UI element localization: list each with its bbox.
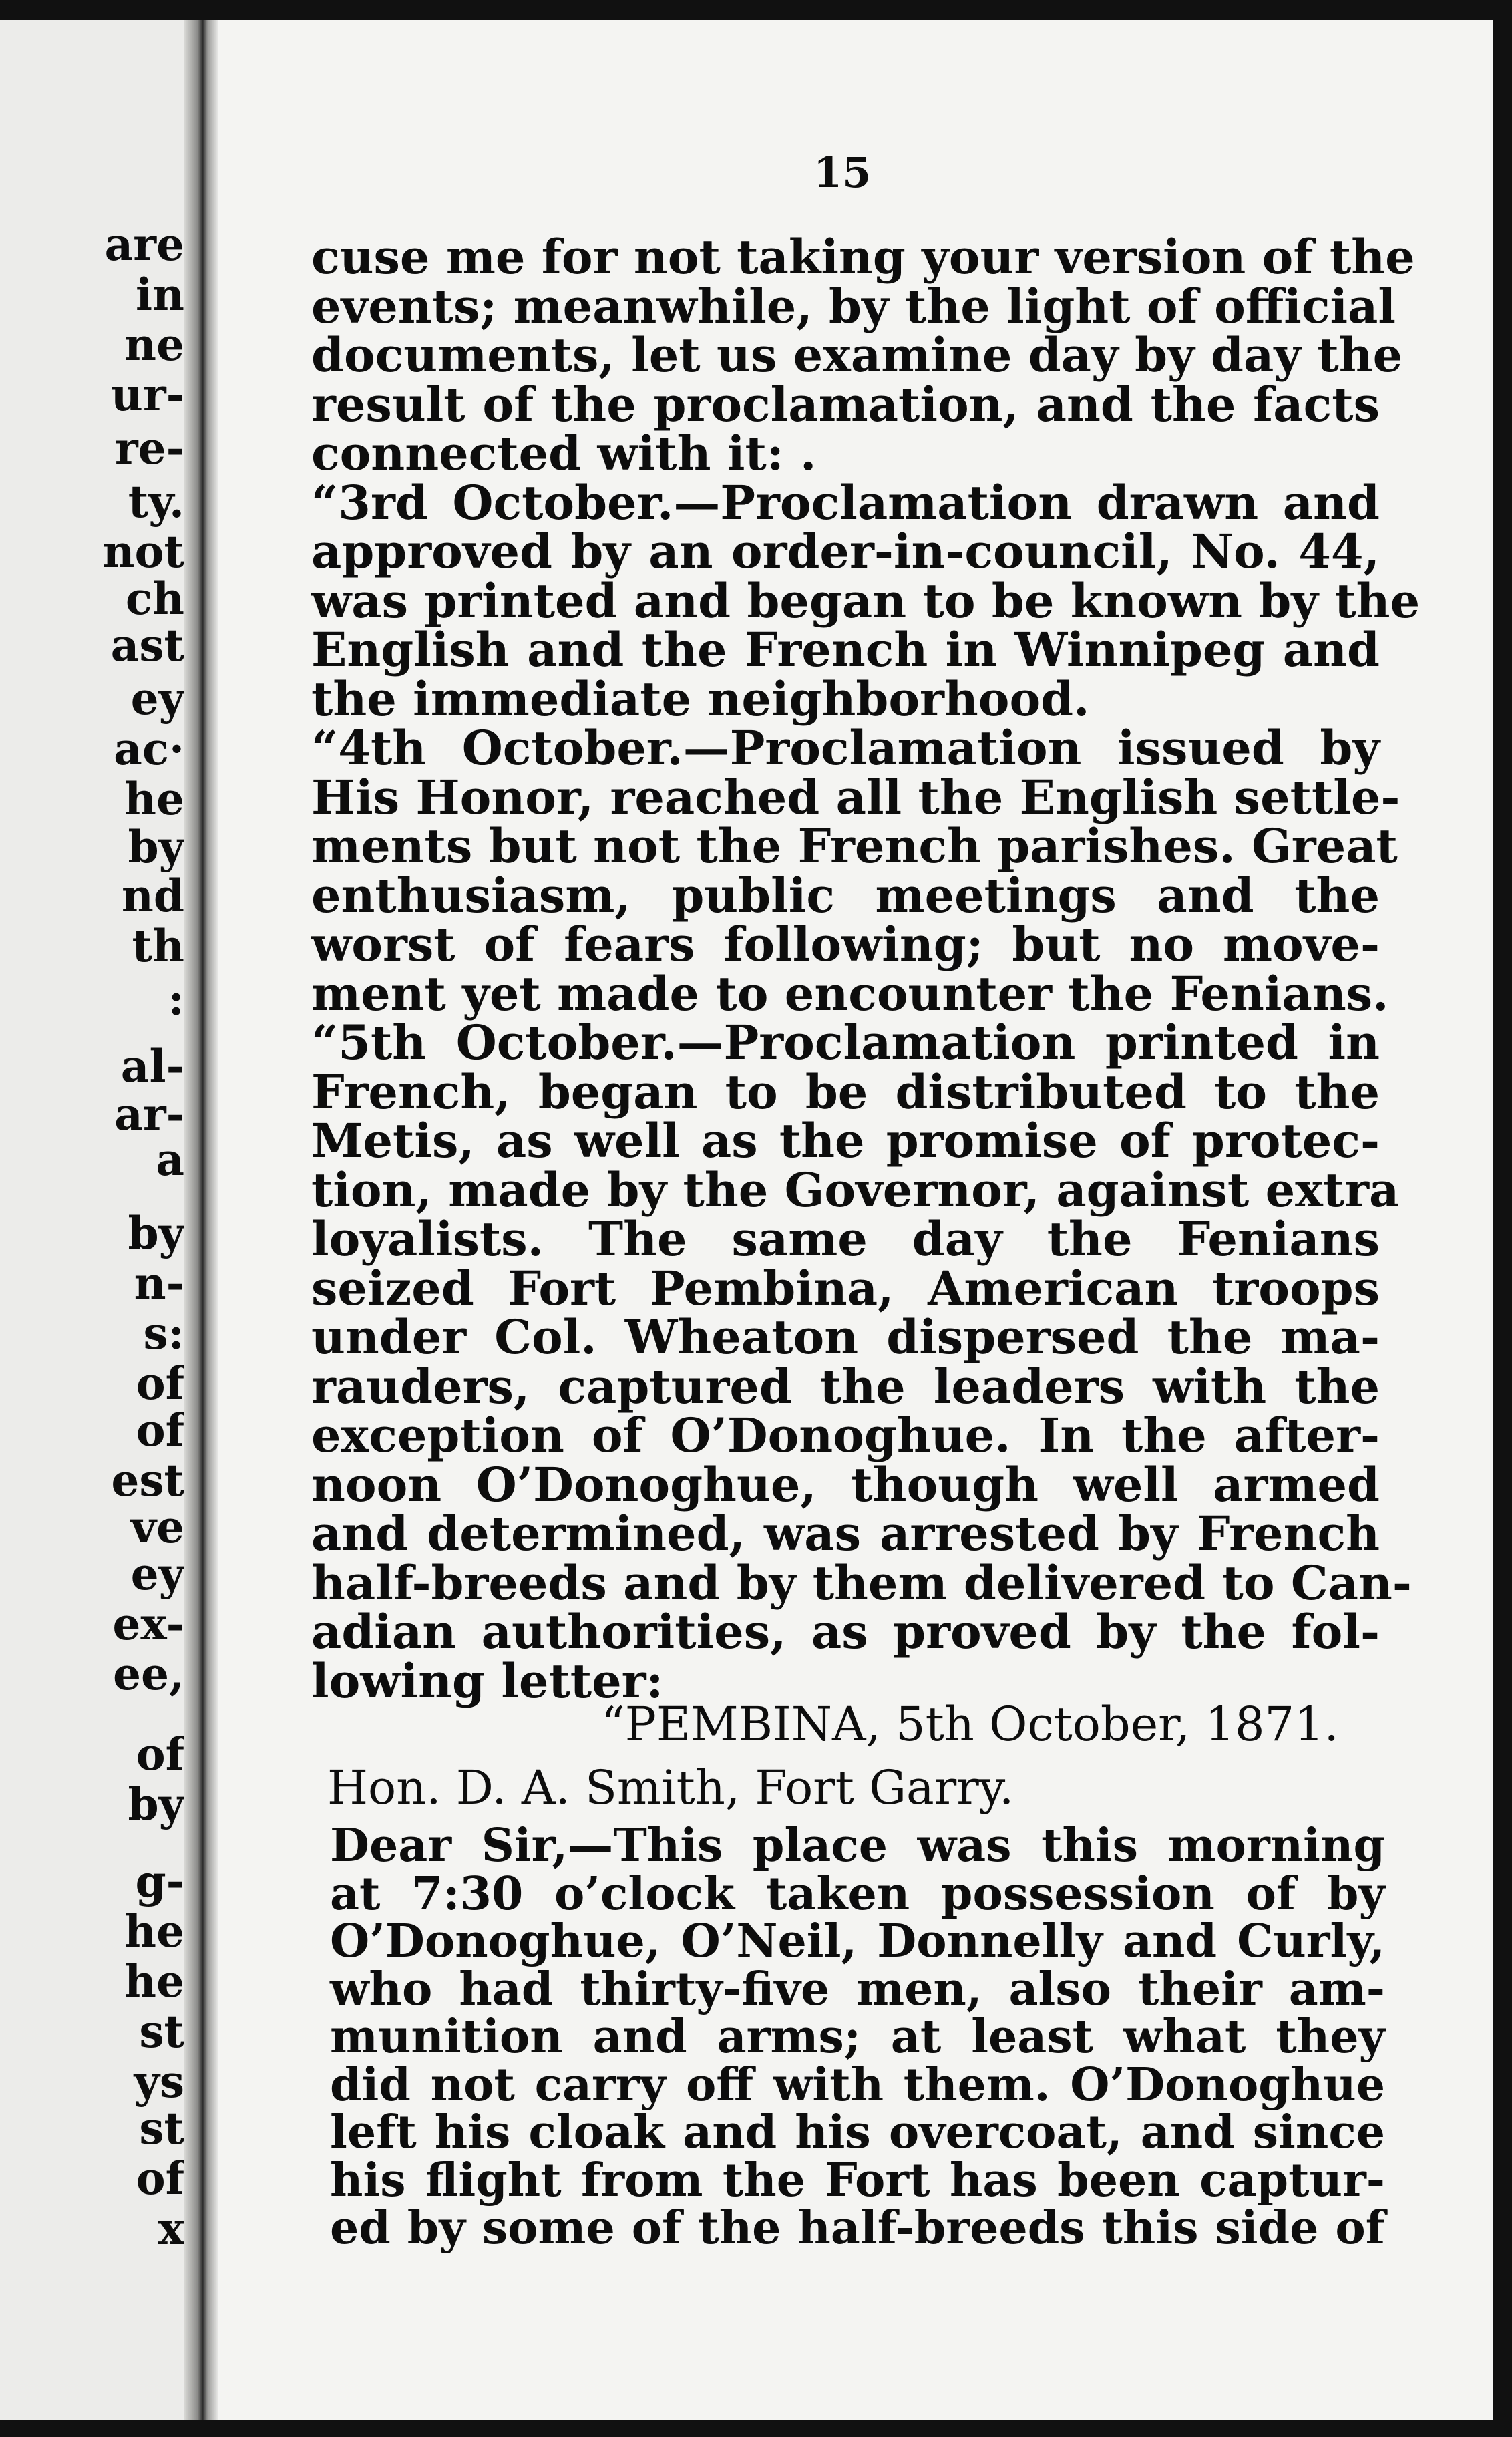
facing-page-text-fragment: ex- <box>112 1598 184 1650</box>
facing-page-text-fragment: ne <box>124 319 184 371</box>
text-line: under Col. Wheaton dispersed the ma- <box>311 1309 1380 1365</box>
facing-page-text-fragment: a <box>156 1134 184 1186</box>
letter-dateline: “PEMBINA, 5th October, 1871. <box>601 1697 1339 1752</box>
text-line: noon O’Donoghue, though well armed <box>311 1456 1380 1512</box>
facing-page-text-fragment: est <box>111 1454 184 1506</box>
facing-page-text-fragment: in <box>135 269 184 321</box>
facing-page-text-fragment: x <box>158 2203 184 2255</box>
text-line: approved by an order-in-council, No. 44, <box>311 524 1380 579</box>
text-line: English and the French in Winnipeg and <box>311 622 1380 677</box>
text-line: result of the proclamation, and the facts <box>311 376 1380 432</box>
text-line: events; meanwhile, by the light of official <box>311 278 1396 334</box>
text-line: at 7:30 o’clock taken possession of by <box>330 1866 1385 1921</box>
letter-body <box>330 1819 1385 2255</box>
text-line: the immediate neighborhood. <box>311 671 1090 727</box>
text-line: “5th October.—Proclamation printed in <box>311 1015 1380 1070</box>
letter-addressee: Hon. D. A. Smith, Fort Garry. <box>327 1760 1014 1815</box>
facing-page-text-fragment: ty. <box>128 476 184 528</box>
text-line: worst of fears following; but no move- <box>311 917 1380 972</box>
text-line: did not carry off with them. O’Donoghue <box>330 2058 1385 2112</box>
facing-page-text-fragment: he <box>124 1905 184 1957</box>
scan-border <box>1493 0 1512 2437</box>
facing-page-text-fragment: of <box>136 1404 184 1456</box>
body-text <box>311 229 1421 1709</box>
facing-page-text-fragment: by <box>128 1778 184 1830</box>
facing-page-text-fragment: he <box>124 773 184 825</box>
text-line: who had thirty-five men, also their am- <box>330 1962 1385 2016</box>
facing-page-text-fragment: re- <box>114 422 184 474</box>
text-line: O’Donoghue, O’Neil, Donnelly and Curly, <box>330 1915 1385 1968</box>
text-line: was printed and began to be known by the <box>311 573 1421 629</box>
text-line: Dear Sir,—This place was this morning <box>330 1819 1385 1873</box>
facing-page-text-fragment: ac· <box>114 723 184 775</box>
facing-page-text-fragment: g- <box>135 1855 184 1907</box>
text-line: connected with it: . <box>311 426 817 481</box>
text-line: “3rd October.—Proclamation drawn and <box>311 474 1380 530</box>
book-gutter <box>184 20 218 2420</box>
facing-page-text-fragment: ey <box>130 1548 184 1600</box>
text-line: exception of O’Donoghue. In the after- <box>311 1408 1380 1463</box>
text-line: ed by some of the half-breeds this side of <box>330 2201 1385 2255</box>
facing-page-text-fragment: not <box>102 526 184 578</box>
text-line: and determined, was arrested by French <box>311 1506 1380 1561</box>
facing-page-text-fragment: st <box>139 2102 184 2154</box>
text-line: lowing letter: <box>311 1653 664 1709</box>
facing-page-text-fragment: al- <box>120 1040 184 1092</box>
text-line: documents, let us examine day by day the <box>311 327 1403 383</box>
text-line: ment yet made to encounter the Fenians. <box>311 965 1389 1021</box>
facing-page-text-fragment: th <box>132 920 184 972</box>
text-line: half-breeds and by them delivered to Can- <box>311 1555 1412 1611</box>
text-line: “4th October.—Proclamation issued by <box>311 720 1380 776</box>
facing-page-text-fragment: by <box>128 821 184 873</box>
facing-page-text-fragment: ur- <box>110 369 184 421</box>
facing-page-text-fragment: s: <box>143 1307 184 1359</box>
facing-page-text-fragment: he <box>124 1955 184 2007</box>
text-line: French, began to be distributed to the <box>311 1064 1380 1120</box>
facing-page-text-fragment: of <box>136 1357 184 1410</box>
facing-page-text-fragment: ast <box>110 619 184 671</box>
text-line: rauders, captured the leaders with the <box>311 1358 1380 1414</box>
facing-page-text-fragment: nd <box>121 870 184 922</box>
facing-page-text-fragment: n- <box>134 1257 184 1309</box>
text-line: cuse me for not taking your version of the <box>311 229 1415 285</box>
text-line: left his cloak and his overcoat, and since <box>330 2106 1385 2159</box>
facing-page-text-fragment: ch <box>125 573 184 625</box>
text-line: his flight from the Fort has been captur- <box>330 2153 1385 2207</box>
text-line: adian authorities, as proved by the fol- <box>311 1604 1380 1659</box>
facing-page-text-fragment: by <box>128 1207 184 1259</box>
text-line: munition and arms; at least what they <box>330 2010 1385 2064</box>
facing-page-text-fragment: ve <box>130 1501 184 1553</box>
facing-page-text-fragment: ys <box>134 2056 184 2108</box>
text-line: Metis, as well as the promise of protec- <box>311 1113 1380 1168</box>
facing-page-text-fragment: are <box>104 218 184 271</box>
facing-page-text-fragment: of <box>136 1728 184 1780</box>
text-line: seized Fort Pembina, American troops <box>311 1260 1380 1316</box>
text-line: enthusiasm, public meetings and the <box>311 867 1380 923</box>
facing-page-text-fragment: st <box>139 2005 184 2058</box>
facing-page-text-fragment: ar- <box>114 1088 184 1140</box>
text-line: His Honor, reached all the English settle- <box>311 769 1400 825</box>
facing-page-fragment <box>0 20 200 2420</box>
facing-page-text-fragment: ee, <box>113 1648 184 1700</box>
text-line: ments but not the French parishes. Great <box>311 818 1398 874</box>
page-number: 15 <box>813 148 872 197</box>
facing-page-text-fragment: ey <box>130 673 184 725</box>
facing-page-text-fragment: : <box>168 973 184 1025</box>
facing-page-text-fragment: of <box>136 2152 184 2205</box>
text-line: loyalists. The same day the Fenians <box>311 1211 1380 1267</box>
text-line: tion, made by the Governor, against extra <box>311 1162 1400 1218</box>
